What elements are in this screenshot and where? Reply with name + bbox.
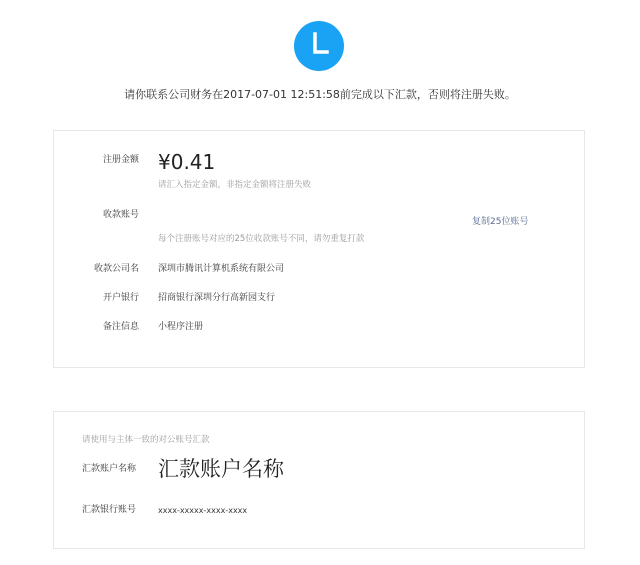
note-label: 备注信息 [102, 322, 139, 332]
bank-label: 开户银行 [102, 293, 139, 303]
remitter-panel [53, 411, 585, 549]
remitter-tip: 请使用与主体一致的对公账号汇款 [82, 435, 210, 445]
remitter-name-value: 汇款账户名称 [158, 457, 284, 481]
copy-account-button[interactable]: 复制25位账号 [472, 217, 529, 227]
company-label: 收款公司名 [93, 264, 139, 274]
amount-hint: 请汇入指定金额，非指定金额将注册失败 [158, 180, 312, 190]
bank-value: 招商银行深圳分行高新园支行 [158, 293, 276, 303]
company-value: 深圳市腾讯计算机系统有限公司 [158, 264, 285, 274]
remitter-account-label: 汇款银行账号 [82, 505, 137, 515]
amount-label: 注册金额 [102, 155, 139, 165]
account-label: 收款账号 [102, 210, 139, 220]
clock-icon [294, 21, 344, 71]
deadline-notice: 请你联系公司财务在2017-07-01 12:51:58前完成以下汇款，否则将注册失败。 [124, 88, 516, 101]
remitter-name-label: 汇款账户名称 [82, 464, 137, 474]
note-value: 小程序注册 [158, 322, 204, 332]
payment-info-panel [53, 130, 585, 368]
account-hint: 每个注册账号对应的25位收款账号不同，请勿重复打款 [158, 234, 365, 244]
remitter-account-value: xxxx-xxxxx-xxxx-xxxx [158, 506, 248, 515]
amount-value: ¥0.41 [158, 150, 216, 174]
